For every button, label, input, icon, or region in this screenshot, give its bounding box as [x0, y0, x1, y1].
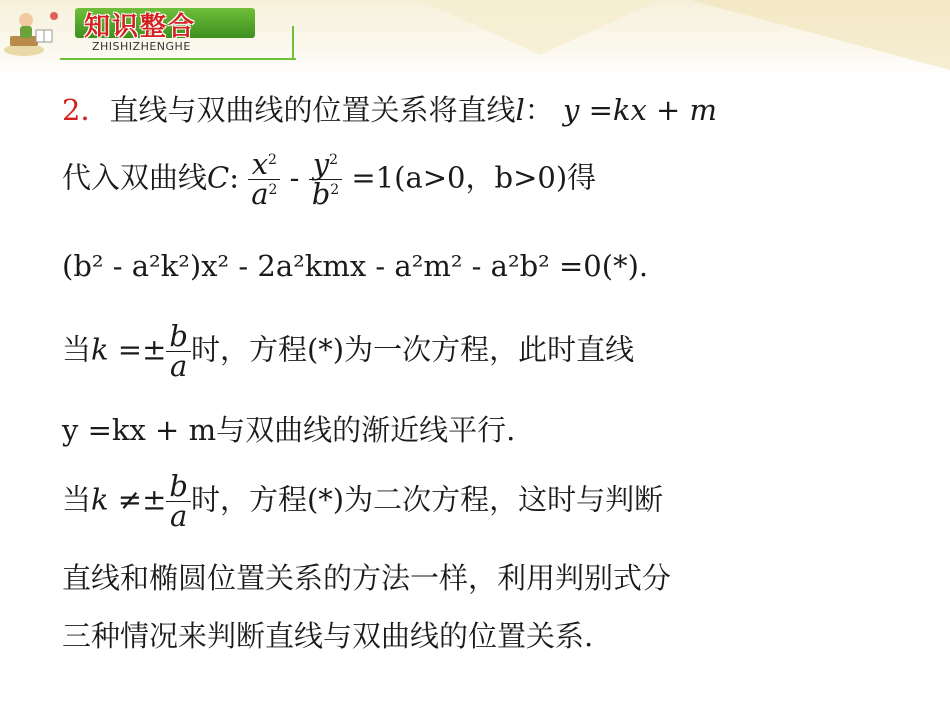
text-line-3	[62, 249, 649, 283]
line6-suffix: 时，方程(*)为二次方程，这时与判断	[190, 482, 664, 517]
text-line-4	[62, 319, 635, 383]
fraction-b-over-a-2	[166, 469, 191, 533]
line6-k: k ≠±	[91, 482, 167, 517]
text-line-8	[62, 619, 594, 653]
section-title: 知识整合	[84, 12, 197, 42]
item-number: 2．	[62, 93, 110, 127]
header-decoration	[420, 0, 660, 55]
fraction-y-over-b: $\frac{y^2}{b^2}$	[309, 150, 343, 209]
line6-prefix: 当	[62, 482, 92, 517]
text-line-7	[62, 561, 672, 595]
fraction-x-over-a: $\frac{x^2}{a^2}$	[248, 150, 280, 209]
line2-suffix: =1(a>0，b>0)得	[351, 160, 597, 195]
frac3-numerator: b	[169, 319, 188, 353]
line1-colon: ：	[524, 93, 554, 127]
frac2-denominator: b	[311, 177, 331, 211]
method-statement: 直线和椭圆位置关系的方法一样，利用判别式分	[62, 561, 672, 595]
quadratic-equation: (b² - a²k²)x² - 2a²kmx - a²m² - a²b² =0(*).	[62, 249, 649, 283]
line1-equation: y =kx + m	[562, 93, 718, 127]
header-decoration-right	[690, 0, 950, 70]
line2-minus: -	[289, 160, 300, 195]
frac1-denominator: a	[251, 177, 269, 211]
frac4-denominator: a	[170, 499, 188, 533]
text-line-5	[62, 413, 516, 447]
section-banner	[0, 0, 295, 62]
text-line-2	[62, 147, 597, 211]
banner-divider	[292, 26, 294, 60]
text-line-6	[62, 469, 664, 533]
line4-prefix: 当	[62, 332, 92, 367]
frac3-denominator: a	[170, 349, 188, 383]
frac4-numerator: b	[169, 469, 188, 503]
section-subtitle: ZHISHIZHENGHE	[92, 40, 191, 53]
text-line-1	[62, 93, 718, 127]
line1-var: l	[515, 93, 525, 127]
fraction-b-over-a	[166, 319, 191, 383]
parallel-statement: y =kx + m与双曲线的渐近线平行.	[62, 413, 516, 447]
reading-person-icon	[2, 6, 72, 58]
line2-curve: C	[207, 160, 230, 195]
line2-colon: :	[229, 160, 239, 195]
frac1-numerator: x	[251, 147, 269, 181]
line4-suffix: 时，方程(*)为一次方程，此时直线	[190, 332, 635, 367]
conclusion-statement: 三种情况来判断直线与双曲线的位置关系.	[62, 619, 594, 653]
line2-prefix: 代入双曲线	[62, 160, 208, 195]
banner-underline	[60, 58, 296, 60]
line1-text: 直线与双曲线的位置关系将直线	[109, 93, 516, 127]
line4-k: k =±	[91, 332, 167, 367]
frac2-numerator: y	[312, 147, 330, 181]
